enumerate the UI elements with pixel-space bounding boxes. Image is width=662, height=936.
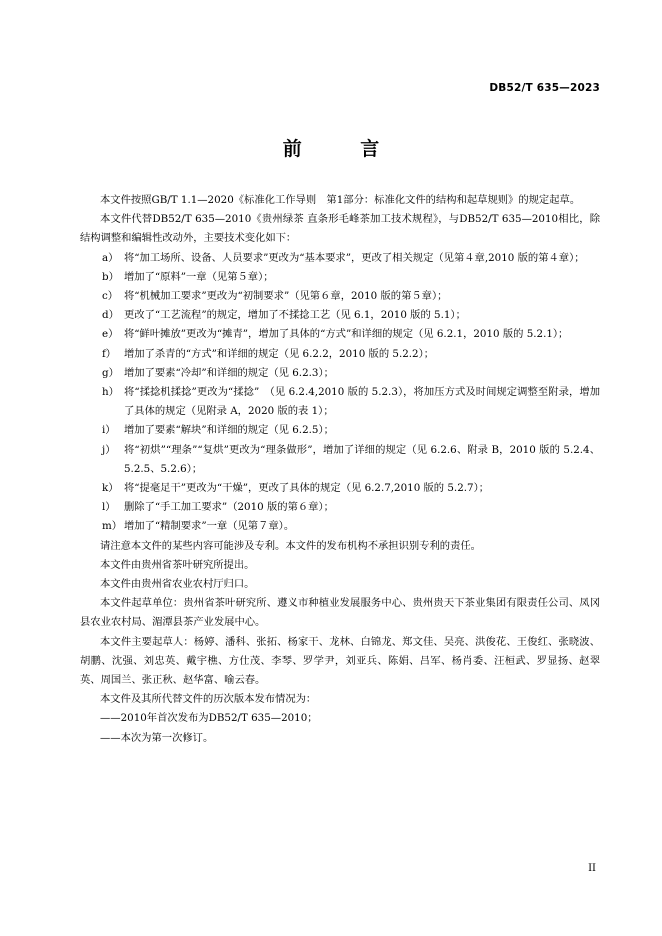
list-item bbox=[80, 325, 600, 344]
page-title: 前 言 bbox=[282, 138, 406, 160]
list-item bbox=[80, 498, 600, 517]
list-marker: i） bbox=[102, 424, 116, 437]
list-item bbox=[80, 517, 600, 536]
list-marker: d） bbox=[102, 309, 119, 322]
paragraph-drafting-rule: 本文件按照GB/T 1.1—2020《标准化工作导则 第1部分：标准化文件的结构和起草规则》的规定起草。 bbox=[100, 194, 581, 206]
list-item-text: 增加了杀青的“方式”和详细的规定（见 6.2.2，2010 版的 5.2.2）； bbox=[124, 347, 435, 360]
list-marker: f） bbox=[102, 347, 117, 360]
page-number: II bbox=[588, 863, 596, 874]
list-item-text: 将“揉捻机揉捻”更改为“揉捻” （见 6.2.4,2010 版的 5.2.3），将加压方式及时间规定调整至附录，增加了具体的规定（见附录 A，2020 版的表 1）； bbox=[124, 386, 600, 418]
list-item bbox=[80, 268, 600, 287]
paragraph-proposer: 本文件由贵州省茶叶研究所提出。 bbox=[100, 558, 255, 571]
list-item bbox=[80, 249, 600, 268]
history-item: ——本次为第一次修订。 bbox=[100, 731, 214, 744]
list-item bbox=[80, 421, 600, 440]
list-item-text: 增加了要素“解块”和详细的规定（见 6.2.5）； bbox=[124, 424, 334, 437]
list-item-text: 将“提毫足干”更改为“干燥”，更改了具体的规定（见 6.2.7,2010 版的 5.2.7）； bbox=[124, 482, 490, 495]
document-body bbox=[80, 191, 600, 748]
list-marker: j） bbox=[102, 443, 116, 456]
paragraph-replacement: 本文件代替DB52/T 635—2010《贵州绿茶 直条形毛峰茶加工技术规程》，与DB52/T 635—2010相比，除结构调整和编辑性改动外，主要技术变化如下： bbox=[80, 213, 600, 245]
list-item-text: 将“机械加工要求”更改为“初制要求”（见第６章，2010 版的第５章）； bbox=[124, 290, 448, 303]
list-marker: c） bbox=[102, 290, 119, 303]
list-item bbox=[80, 306, 600, 325]
paragraph-drafting-units: 本文件起草单位：贵州省茶叶研究所、遵义市种植业发展服务中心、贵州贵天下茶业集团有限责任公司、凤冈县农业农村局、湄潭县茶产业发展中心。 bbox=[80, 597, 600, 629]
list-item-text: 更改了“工艺流程”的规定，增加了不揉捻工艺（见 6.1，2010 版的 5.1）； bbox=[124, 309, 466, 322]
list-item-text: 增加了要素“冷却”和详细的规定（见 6.2.3）； bbox=[124, 366, 334, 379]
history-item: ——2010年首次发布为DB52/T 635—2010； bbox=[100, 712, 318, 725]
list-item-text: 增加了“精制要求”一章（见第７章）。 bbox=[124, 520, 295, 533]
list-item-text: 将“初烘”“理条”“复烘”更改为“理条做形”，增加了详细的规定（见 6.2.6、附录 B，2010 版的 5.2.4、5.2.5、5.2.6）； bbox=[124, 443, 600, 475]
list-item bbox=[80, 287, 600, 306]
list-item bbox=[80, 383, 600, 421]
list-marker: m） bbox=[102, 520, 123, 533]
list-item-text: 将“加工场所、设备、人员要求”更改为“基本要求”，更改了相关规定（见第４章,2010 版的第４章）； bbox=[124, 251, 585, 264]
list-marker: a） bbox=[102, 251, 119, 264]
paragraph-drafters: 本文件主要起草人：杨婷、潘科、张拓、杨家干、龙林、白锦龙、郑文佳、吴亮、洪俊花、王俊红、张晓波、胡鹏、沈强、刘忠英、戴宇樵、方仕茂、李琴、罗学尹，刘亚兵、陈娟、吕军、杨肖委、汪桓武、罗显扬、赵翠英、周国兰、张正秋、赵华富、喻云春。 bbox=[80, 635, 600, 687]
list-item bbox=[80, 345, 600, 364]
list-marker: h） bbox=[102, 386, 119, 399]
list-marker: l） bbox=[102, 501, 116, 514]
paragraph-administrator: 本文件由贵州省农业农村厅归口。 bbox=[100, 578, 255, 591]
list-item-text: 删除了“手工加工要求”（2010 版的第６章）； bbox=[124, 501, 334, 514]
list-item bbox=[80, 364, 600, 383]
paragraph-history-intro: 本文件及其所代替文件的历次版本发布情况为： bbox=[100, 693, 317, 706]
list-marker: k） bbox=[102, 482, 119, 495]
list-marker: e） bbox=[102, 328, 119, 341]
list-marker: b） bbox=[102, 270, 119, 283]
list-item-text: 增加了“原料”一章（见第５章）； bbox=[124, 270, 274, 283]
list-item-text: 将“鲜叶摊放”更改为“摊青”，增加了具体的“方式”和详细的规定（见 6.2.1，2010 版的 5.2.1）； bbox=[124, 328, 569, 341]
list-item bbox=[80, 479, 600, 498]
paragraph-patent-notice: 请注意本文件的某些内容可能涉及专利。本文件的发布机构不承担识别专利的责任。 bbox=[100, 539, 481, 552]
document-code: DB52/T 635—2023 bbox=[489, 82, 600, 94]
list-item bbox=[80, 441, 600, 479]
list-marker: g） bbox=[102, 366, 119, 379]
